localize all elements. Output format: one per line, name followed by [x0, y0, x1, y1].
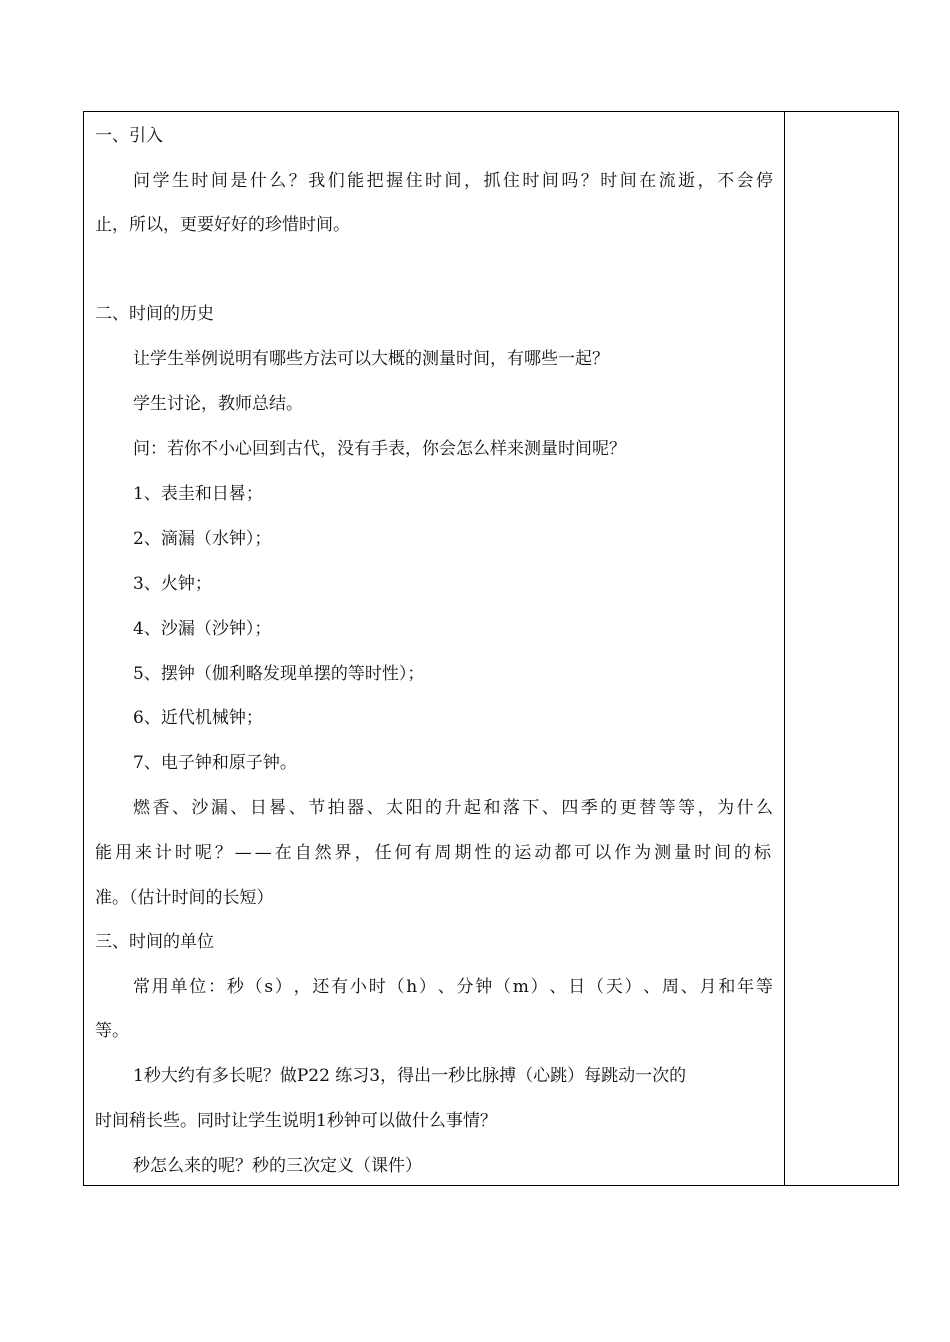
- paragraph-line: 能 用 来 计 时 呢 ？ — — 在 自 然 界 ， 任 何 有 周 期 性 的 运 动 都 可 以 作 为 测 量 时 间 的 标: [95, 843, 771, 863]
- section-heading-units: 三、时间的单位: [95, 932, 214, 952]
- paragraph-line: 1秒大约有多长呢？做P22 练习3，得出一秒比脉搏（心跳）每跳动一次的: [133, 1066, 687, 1086]
- paragraph-line: 学生讨论，教师总结。: [133, 394, 303, 414]
- section-heading-intro: 一、引入: [95, 126, 163, 146]
- list-item: 5、摆钟（伽利略发现单摆的等时性）；: [133, 664, 425, 684]
- paragraph-line: 准。（估计时间的长短）: [95, 888, 274, 908]
- paragraph-line: 让学生举例说明有哪些方法可以大概的测量时间，有哪些一起？: [133, 349, 609, 369]
- notes-column: [785, 112, 898, 1185]
- lesson-table: [83, 111, 899, 1186]
- list-item: 7、电子钟和原子钟。: [133, 753, 297, 773]
- paragraph-line: 时间稍长些。同时让学生说明1秒钟可以做什么事情？: [95, 1111, 497, 1131]
- paragraph-line: 问：若你不小心回到古代，没有手表，你会怎么样来测量时间呢？: [133, 439, 626, 459]
- list-item: 4、沙漏（沙钟）；: [133, 619, 272, 639]
- paragraph-line: 燃 香 、 沙 漏 、 日 晷 、 节 拍 器 、 太 阳 的 升 起 和 落 下 、 四 季 的 更 替 等 等 ， 为 什 么: [133, 798, 773, 818]
- paragraph-line: 秒怎么来的呢？秒的三次定义（课件）: [133, 1156, 422, 1176]
- section-heading-history: 二、时间的历史: [95, 304, 214, 324]
- list-item: 1、表圭和日晷；: [133, 484, 263, 504]
- paragraph-line: 常 用 单 位 ： 秒 （ s ） ， 还 有 小 时 （ h ） 、 分 钟 （ m ） 、 日 （ 天 ） 、 周 、 月 和 年 等: [133, 977, 773, 997]
- list-item: 2、滴漏（水钟）；: [133, 529, 272, 549]
- paragraph-line: 等。: [95, 1021, 129, 1041]
- list-item: 3、火钟；: [133, 574, 212, 594]
- paragraph-line: 止，所以，更要好好的珍惜时间。: [95, 215, 350, 235]
- lesson-content-cell: [84, 112, 784, 1185]
- paragraph-line: 问 学 生 时 间 是 什 么 ？ 我 们 能 把 握 住 时 间 ， 抓 住 时 间 吗 ？ 时 间 在 流 逝 ， 不 会 停: [133, 171, 773, 191]
- list-item: 6、近代机械钟；: [133, 708, 263, 728]
